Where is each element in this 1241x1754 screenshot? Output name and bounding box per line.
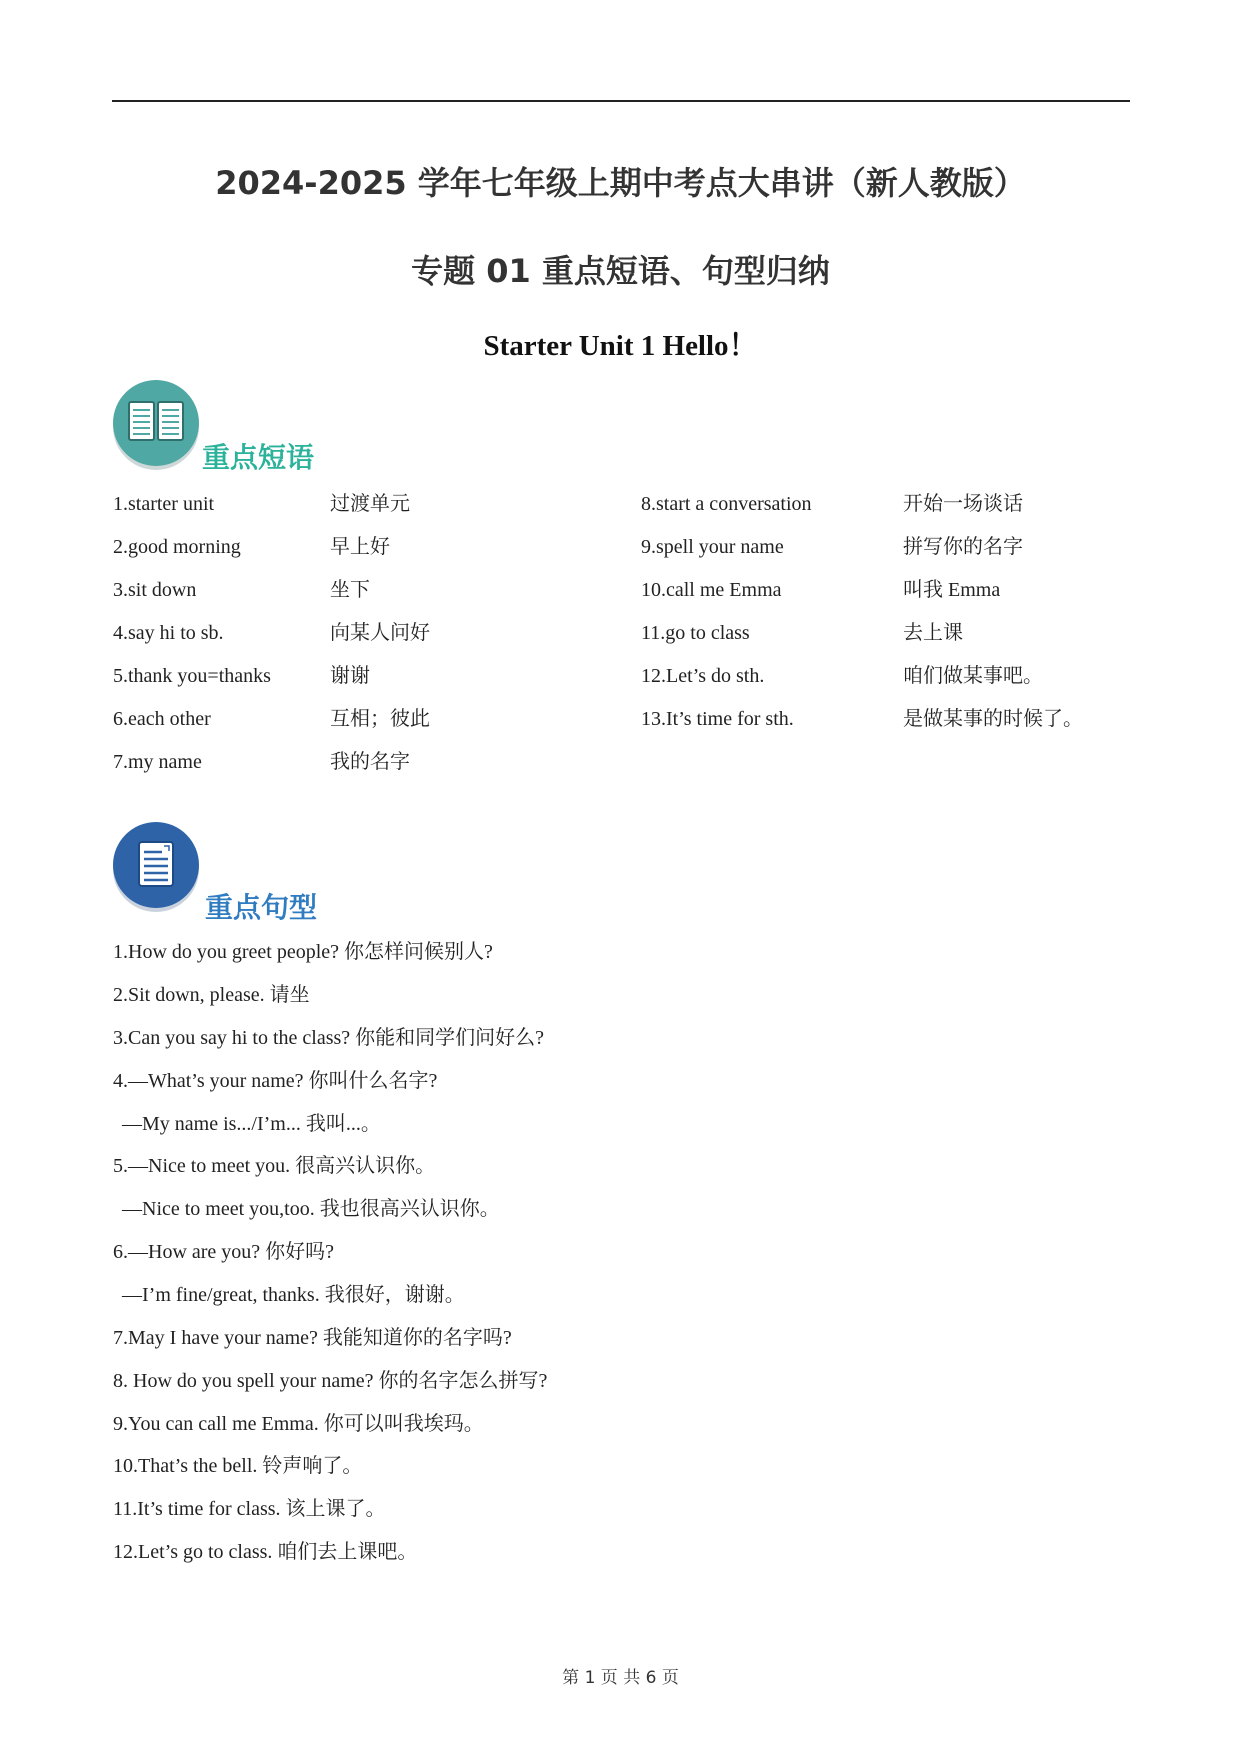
sentence-reply: —My name is.../I’m... 我叫...。 (122, 1113, 381, 1135)
phrase-zh: 叫我 Emma (903, 579, 1001, 601)
document-title: 2024-2025 学年七年级上期中考点大串讲（新人教版） (215, 164, 1026, 202)
phrase-en: 13.It’s time for sth. (641, 708, 794, 730)
sentence-item: 5.—Nice to meet you. 很高兴认识你。 (113, 1155, 436, 1177)
phrase-zh: 早上好 (330, 536, 390, 558)
sentence-item: 11.It’s time for class. 该上课了。 (113, 1498, 386, 1520)
book-icon (113, 380, 199, 466)
phrase-zh: 向某人问好 (330, 622, 430, 644)
phrase-zh: 咱们做某事吧。 (903, 665, 1043, 687)
top-rule (112, 100, 1130, 102)
sentence-item: 3.Can you say hi to the class? 你能和同学们问好么? (113, 1027, 545, 1049)
phrase-zh: 过渡单元 (330, 493, 410, 515)
phrase-en: 7.my name (113, 751, 202, 773)
sentence-item: 2.Sit down, please. 请坐 (113, 984, 310, 1006)
phrase-zh: 坐下 (330, 579, 370, 601)
phrase-zh: 是做某事的时候了。 (903, 708, 1083, 730)
phrase-en: 5.thank you=thanks (113, 665, 271, 687)
phrase-zh: 互相；彼此 (330, 708, 430, 730)
phrase-en: 9.spell your name (641, 536, 784, 558)
sentence-item: 9.You can call me Emma. 你可以叫我埃玛。 (113, 1413, 484, 1435)
phrase-zh: 谢谢 (330, 665, 370, 687)
phrase-en: 3.sit down (113, 579, 197, 601)
phrase-en: 6.each other (113, 708, 211, 730)
phrase-en: 2.good morning (113, 536, 241, 558)
phrase-en: 11.go to class (641, 622, 750, 644)
phrases-heading: 重点短语 (202, 441, 315, 474)
sentence-item: 4.—What’s your name? 你叫什么名字? (113, 1070, 438, 1092)
phrase-zh: 去上课 (903, 622, 963, 644)
phrase-en: 12.Let’s do sth. (641, 665, 765, 687)
phrase-zh: 开始一场谈话 (903, 493, 1023, 515)
sentence-item: 7.May I have your name? 我能知道你的名字吗? (113, 1327, 512, 1349)
document-icon (113, 822, 199, 908)
sentence-item: 8. How do you spell your name? 你的名字怎么拼写? (113, 1370, 548, 1392)
phrase-en: 4.say hi to sb. (113, 622, 224, 644)
sentence-item: 6.—How are you? 你好吗? (113, 1241, 335, 1263)
sentence-reply: —Nice to meet you,too. 我也很高兴认识你。 (122, 1198, 500, 1220)
phrase-en: 1.starter unit (113, 493, 215, 515)
sentences-heading: 重点句型 (205, 891, 318, 924)
sentence-item: 10.That’s the bell. 铃声响了。 (113, 1455, 363, 1477)
phrase-zh: 拼写你的名字 (903, 536, 1023, 558)
document-subtitle: 专题 01 重点短语、句型归纳 (411, 252, 830, 290)
sentence-reply: —I’m fine/great, thanks. 我很好，谢谢。 (122, 1284, 465, 1306)
phrase-en: 8.start a conversation (641, 493, 812, 515)
sentence-item: 12.Let’s go to class. 咱们去上课吧。 (113, 1541, 418, 1563)
sentence-item: 1.How do you greet people? 你怎样问候别人? (113, 941, 493, 963)
phrase-en: 10.call me Emma (641, 579, 782, 601)
phrase-zh: 我的名字 (330, 751, 410, 773)
unit-title: Starter Unit 1 Hello！ (483, 330, 758, 362)
page-footer: 第 1 页 共 6 页 (562, 1668, 679, 1688)
